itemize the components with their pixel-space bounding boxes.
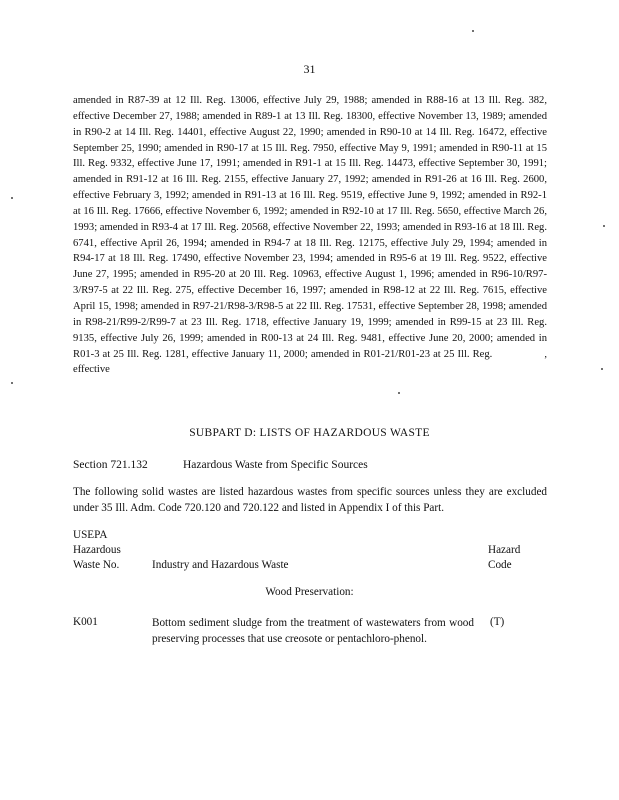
history-text: amended in R87-39 at 12 Ill. Reg. 13006, effective July 29, 1988; amended in R88-16 at 13 Ill. Reg. 382, effective December 27, 1988; amended in R89-1 at 13 Ill. Reg. 18300, effective November 13, 1989; amended in R90-2 at 14 Ill. Reg. 14401, effective August 22, 1990; amended in R90-10 at 14 Ill. Reg. 16472, effective September 25, 1990; amended in R90-17 at 15 Ill. Reg. 7950, effective May 9, 1991; amended in R90-11 at 15 Ill. Reg. 9332, effective June 17, 1991; amended in R91-1 at 15 Ill. Reg. 14473, effective September 30, 1991; amended in R91-12 at 16 Ill. Reg. 2155, effective January 27, 1992; amended in R91-26 at 16 Ill. Reg. 2600, effective February 3, 1992; amended in R91-13 at 16 Ill. Reg. 9519, effective June 9, 1992; amended in R92-1 at 16 Ill. Reg. 17666, effective November 6, 1992; amended in R92-10 at 17 Ill. Reg. 5650, effective March 26, 1993; amended in R93-4 at 17 Ill. Reg. 20568, effective November 22, 1993; amended in R93-16 at 18 Ill. Reg. 6741, effective April 26, 1994; amended in R94-7 at 18 Ill. Reg. 12175, effective July 29, 1994; amended in R94-17 at 18 Ill. Reg. 17490, effective November 23, 1994; amended in R95-6 at 19 Ill. Reg. 9522, effective June 27, 1995; amended in R95-20 at 20 Ill. Reg. 10963, effective August 1, 1996; amended in R96-10/R97-3/R97-5 at 22 Ill. Reg. 275, effective December 16, 1997; amended in R98-12 at 22 Ill. Reg. 7615, effective April 15, 1998; amended in R97-21/R98-3/R98-5 at 22 Ill. Reg. 17531, effective September 28, 1998; amended in R98-21/R99-2/R99-7 at 23 Ill. Reg. 1718, effective January 19, 1999; amended in R99-15 at 23 Ill. Reg. 9135, effective July 26, 1999; amended in R00-13 at 24 Ill. Reg. 9481, effective June 20, 2000; amended in R01-3 at 25 Ill. Reg. 1281, effective January 11, 2000; amended in R01-21/R01-23 at 25 Ill. Reg. xyxy=(73,95,547,360)
waste-code: K001 xyxy=(73,616,98,628)
table-header-hazard-code xyxy=(488,543,520,573)
page-number: 31 xyxy=(303,62,316,76)
header-line: Code xyxy=(488,559,512,571)
table-header-industry: Industry and Hazardous Waste xyxy=(152,559,289,571)
scan-speck xyxy=(603,225,605,227)
scan-speck xyxy=(472,30,474,32)
header-line: Hazard xyxy=(488,544,521,556)
intro-paragraph: The following solid wastes are listed hazardous wastes from specific sources unless they are excluded under 35 Ill. Adm. Code 720.120 and 720.122 and listed in Appendix I of this Part. xyxy=(73,486,547,514)
header-line: Waste No. xyxy=(73,559,120,571)
regulatory-history xyxy=(73,93,547,378)
header-line: Hazardous xyxy=(73,544,121,556)
section-heading xyxy=(73,459,368,471)
scan-speck xyxy=(11,382,13,384)
table-header-waste-no xyxy=(73,528,121,573)
group-label: Wood Preservation: xyxy=(265,586,354,598)
waste-description: Bottom sediment sludge from the treatment of wastewaters from wood preserving processes that use creosote or pentachloro-phenol. xyxy=(152,617,474,645)
section-number: Section 721.132 xyxy=(73,459,148,471)
scan-speck xyxy=(11,197,13,199)
scan-speck xyxy=(398,392,400,394)
scan-speck xyxy=(601,368,603,370)
section-title: Hazardous Waste from Specific Sources xyxy=(183,459,368,471)
header-line: USEPA xyxy=(73,529,108,541)
hazard-code: (T) xyxy=(490,616,505,628)
history-tail: , effective xyxy=(73,348,547,376)
subpart-heading: SUBPART D: LISTS OF HAZARDOUS WASTE xyxy=(189,427,430,439)
